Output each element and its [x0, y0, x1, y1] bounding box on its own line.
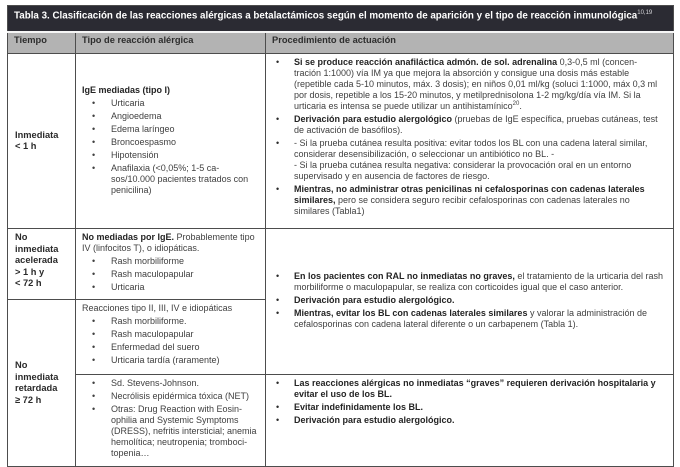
row-inmediata	[8, 54, 674, 229]
title-citation-superscript: 10,19	[637, 10, 653, 16]
procedure-text: - Si la prueba cutánea resulta negativa: considerar la provocación oral en un entorno supervisado y en ausencia de factores de riesgo.	[294, 160, 632, 181]
tiempo-line: ≥ 72 h	[15, 394, 42, 405]
table-title	[8, 6, 674, 33]
tiempo-cell-retardada	[8, 300, 76, 467]
procedimiento-bullet-list	[271, 271, 664, 330]
tiempo-cell-inmediata	[8, 54, 76, 229]
tiempo-line: > 1 h y	[15, 266, 45, 277]
list-item	[271, 271, 664, 293]
table-title-row	[8, 6, 674, 33]
procedure-bold: En los pacientes con RAL no inmediatas no graves,	[294, 271, 515, 281]
procedimiento-bullet-list	[271, 57, 664, 217]
tiempo-line: < 1 h	[15, 141, 37, 151]
procedimiento-bullet-list	[271, 378, 664, 426]
column-header-row	[8, 32, 674, 54]
procedure-bold: Derivación para estudio alergológico.	[294, 415, 455, 425]
list-item	[271, 114, 664, 136]
tipo-cell-no-mediadas-ige	[76, 229, 266, 300]
procedure-bold: Mientras, no administrar otras penicilinas ni cefalosporinas con cadenas laterales similares,	[294, 184, 645, 205]
list-item: • Otras: Drug Reaction with Eosin-ophilia and Systemic Symptoms (DRESS), nefritis intersticial; anemia hemolítica; neutropenia; tromboci-topenia…	[82, 404, 261, 459]
allergy-classification-table	[7, 5, 674, 467]
row-no-inmediata-acelerada	[8, 229, 674, 300]
procedure-text: 0,3-0,5 ml (concen-tración 1:1000) vía IM ya que mejora la absorción y consigue una dosis más estable (repetible cada 5-10 minutos, máx. 3 dosis); en niños 0,01 ml/kg (soluci 1:1000, máx 0,3 ml por dosis, repetible a los 15-20 minutos, y metilprednisolona 1-2 mg/kg/día vía IM. Si la urticaria es intensa se puede utilizar un antihistamínico	[294, 57, 658, 111]
tipo-heading-bold: No mediadas por IgE.	[82, 232, 175, 242]
list-item: • Rash morbiliforme	[82, 256, 261, 267]
tipo-heading: Reacciones tipo II, III, IV e idiopáticas	[82, 303, 233, 313]
tipo-heading-rest: Probablemente tipo IV (linfocitos T), o idiopáticas.	[82, 232, 255, 253]
list-item: • Rash maculopapular	[82, 329, 261, 340]
tipo-heading	[82, 85, 261, 96]
tiempo-line: retardada	[15, 383, 58, 393]
list-item	[271, 184, 664, 217]
procedure-bold: Derivación para estudio alergológico	[294, 114, 453, 124]
list-item: • Urticaria	[82, 282, 261, 293]
list-item: • Enfermedad del suero	[82, 342, 261, 353]
procedimiento-cell-inmediata	[266, 54, 674, 229]
list-item	[271, 138, 664, 182]
list-item: • Angioedema	[82, 111, 261, 122]
procedure-bold: Evitar indefinidamente los BL.	[294, 402, 424, 412]
tiempo-line: < 72 h	[15, 278, 42, 288]
tiempo-line: acelerada	[15, 255, 58, 265]
tipo-cell-reacciones-graves	[76, 375, 266, 467]
tipo-bullet-list	[82, 98, 261, 196]
procedure-bold: Si se produce reacción anafiláctica admón. de sol. adrenalina	[294, 57, 558, 67]
list-item: • Edema laríngeo	[82, 124, 261, 135]
tipo-cell-reacciones-ii-iii-iv	[76, 300, 266, 375]
tiempo-line: No inmediata	[15, 360, 59, 382]
procedimiento-cell-no-inmediata-no-grave	[266, 229, 674, 375]
procedure-bold: Derivación para estudio alergológico.	[294, 295, 455, 305]
list-item: • Sd. Stevens-Johnson.	[82, 378, 261, 389]
list-item: • Broncoespasmo	[82, 137, 261, 148]
list-item	[271, 415, 664, 426]
list-item: • Hipotensión	[82, 150, 261, 161]
procedure-text: (pruebas de IgE específica, pruebas cutáneas, test de activación de basófilos).	[294, 114, 658, 135]
list-item	[271, 378, 664, 400]
list-item: • Urticaria tardía (raramente)	[82, 355, 261, 366]
column-header-tipo-reaccion: Tipo de reacción alérgica	[76, 32, 266, 54]
list-item: • Necrólisis epidérmica tóxica (NET)	[82, 391, 261, 402]
list-item: • Rash maculopapular	[82, 269, 261, 280]
list-item	[271, 402, 664, 413]
tiempo-line: Inmediata	[15, 129, 59, 140]
list-item	[271, 295, 664, 306]
procedure-text: el tratamiento de la urticaria del rash morbiliforme o maculopapular, se realiza con corticoides igual que el caso anterior.	[294, 271, 663, 292]
list-item: • Anafilaxia (<0,05%; 1-5 ca-sos/10.000 pacientes tratados con penicilina)	[82, 163, 261, 196]
procedure-bold: Las reacciones alérgicas no inmediatas “graves” requieren derivación hospitalaria y evitar el uso de los BL.	[294, 378, 656, 399]
column-header-procedimiento: Procedimiento de actuación	[266, 32, 674, 54]
list-item: • Urticaria	[82, 98, 261, 109]
tipo-heading	[82, 232, 261, 254]
column-header-tiempo: Tiempo	[8, 32, 76, 54]
procedure-bold: Mientras, evitar los BL con cadenas laterales similares	[294, 308, 528, 318]
tiempo-line: No inmediata	[15, 232, 59, 254]
tipo-bullet-list	[82, 316, 261, 366]
tiempo-cell-acelerada	[8, 229, 76, 300]
citation-superscript: 20	[512, 101, 520, 107]
procedure-text: y valorar la administración de cefalosporinas con cadena lateral diferente o un carbapenem (Tabla 1).	[294, 308, 648, 329]
list-item: • Rash morbiliforme.	[82, 316, 261, 327]
tipo-bullet-list	[82, 256, 261, 293]
procedure-text: pero se considera seguro recibir cefalosporinas con cadenas laterales no similares (Tabla1)	[294, 195, 630, 216]
procedure-text: .	[519, 101, 522, 111]
row-no-inmediata-retardada-b	[8, 375, 674, 467]
tipo-bullet-list	[82, 378, 261, 459]
procedure-text: - Si la prueba cutánea resulta positiva: evitar todos los BL con una cadena lateral similar, considerar desensibilización, o seleccionar un antibiótico no BL. -	[294, 138, 648, 159]
tipo-cell-ige-mediadas	[76, 54, 266, 229]
tipo-heading-bold: IgE mediadas (tipo I)	[82, 84, 171, 95]
list-item	[271, 308, 664, 330]
list-item	[271, 57, 664, 112]
table-title-text: Tabla 3. Clasificación de las reacciones alérgicas a betalactámicos según el momento de aparición y el tipo de reacción inmunológica	[14, 10, 638, 22]
procedimiento-cell-graves	[266, 375, 674, 467]
